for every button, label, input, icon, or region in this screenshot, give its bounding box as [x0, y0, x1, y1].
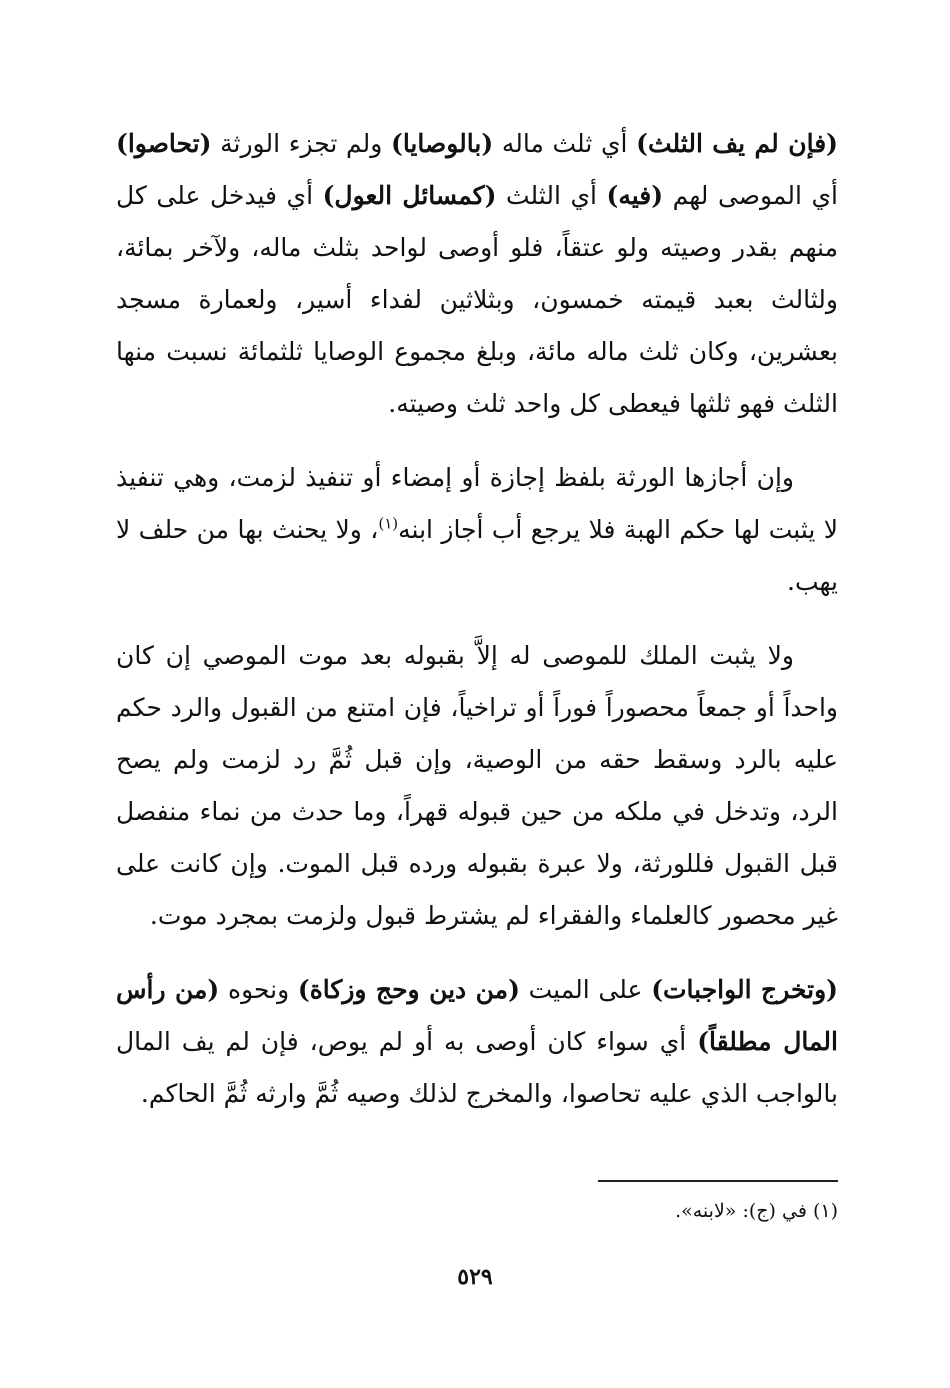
text-segment: ولم تجزء الورثة	[211, 129, 391, 158]
text-segment: (بالوصايا)	[390, 129, 494, 158]
text-segment: وإن أجازها الورثة بلفظ إجازة أو إمضاء أو تنفيذ لزمت، وهي تنفيذ لا يثبت لها حكم الهبة فلا يرجع أب أجاز ابنه	[116, 463, 839, 544]
text-segment: (فإن لم يف الثلث)	[636, 129, 838, 158]
text-segment: (من دين وحج وزكاة)	[297, 975, 520, 1004]
text-segment: أي ثلث ماله	[493, 129, 637, 158]
body-text	[116, 118, 838, 1142]
text-segment: أي الموصى لهم	[663, 181, 839, 210]
page-number: ٥٢٩	[457, 1264, 493, 1290]
text-segment: ، ولا يحنث بها من حلف لا يهب.	[116, 515, 838, 596]
text-segment: (من رأس المال مطلقاً)	[116, 975, 838, 1056]
text-segment: ونحوه	[219, 975, 298, 1004]
footnote: (١) في (ج): «لابنه».	[675, 1200, 838, 1222]
paragraph-1	[116, 118, 838, 430]
text-segment: أي فيدخل على كل منهم بقدر وصيته ولو عتقاً، فلو أوصى لواحد بثلث ماله، ولآخر بمائة، ولثالث بعبد قيمته خمسون، وبثلاثين لفداء أسير، ولعمارة مسجد بعشرين، وكان ثلث ماله مائة، وبلغ مجموع الوصايا ثلثمائة نسبت منها الثلث فهو ثلثها فيعطى كل واحد ثلث وصيته.	[116, 181, 838, 418]
text-segment: (وتخرج الواجبات)	[651, 975, 838, 1004]
text-segment: أي سواء كان أوصى به أو لم يوص، فإن لم يف المال بالواجب الذي عليه تحاصوا، والمخرج لذلك وصيه ثُمَّ وارثه ثُمَّ الحاكم.	[116, 1027, 838, 1108]
paragraph-4	[116, 964, 838, 1120]
text-segment: ولا يثبت الملك للموصى له إلاَّ بقبوله بعد موت الموصي إن كان واحداً أو جمعاً محصوراً فوراً أو تراخياً، فإن امتنع من القبول والرد حكم عليه بالرد وسقط حقه من الوصية، وإن قبل ثُمَّ رد لزمت ولم يصح الرد، وتدخل في ملكه من حين قبوله قهراً، وما حدث من نماء منفصل قبل القبول فللورثة، ولا عبرة بقبوله ورده قبل الموت. وإن كانت على غير محصور كالعلماء والفقراء لم يشترط قبول ولزمت بمجرد موت.	[116, 641, 838, 930]
footnote-reference[interactable]: (١)	[378, 514, 399, 533]
paragraph-3	[116, 630, 838, 942]
footnote-divider	[598, 1180, 838, 1182]
text-segment: أي الثلث	[496, 181, 607, 210]
paragraph-2	[116, 452, 838, 608]
text-segment: على الميت	[519, 975, 652, 1004]
text-segment: (كمسائل العول)	[322, 181, 497, 210]
text-segment: (تحاصوا)	[116, 129, 212, 158]
text-segment: (فيه)	[606, 181, 664, 210]
